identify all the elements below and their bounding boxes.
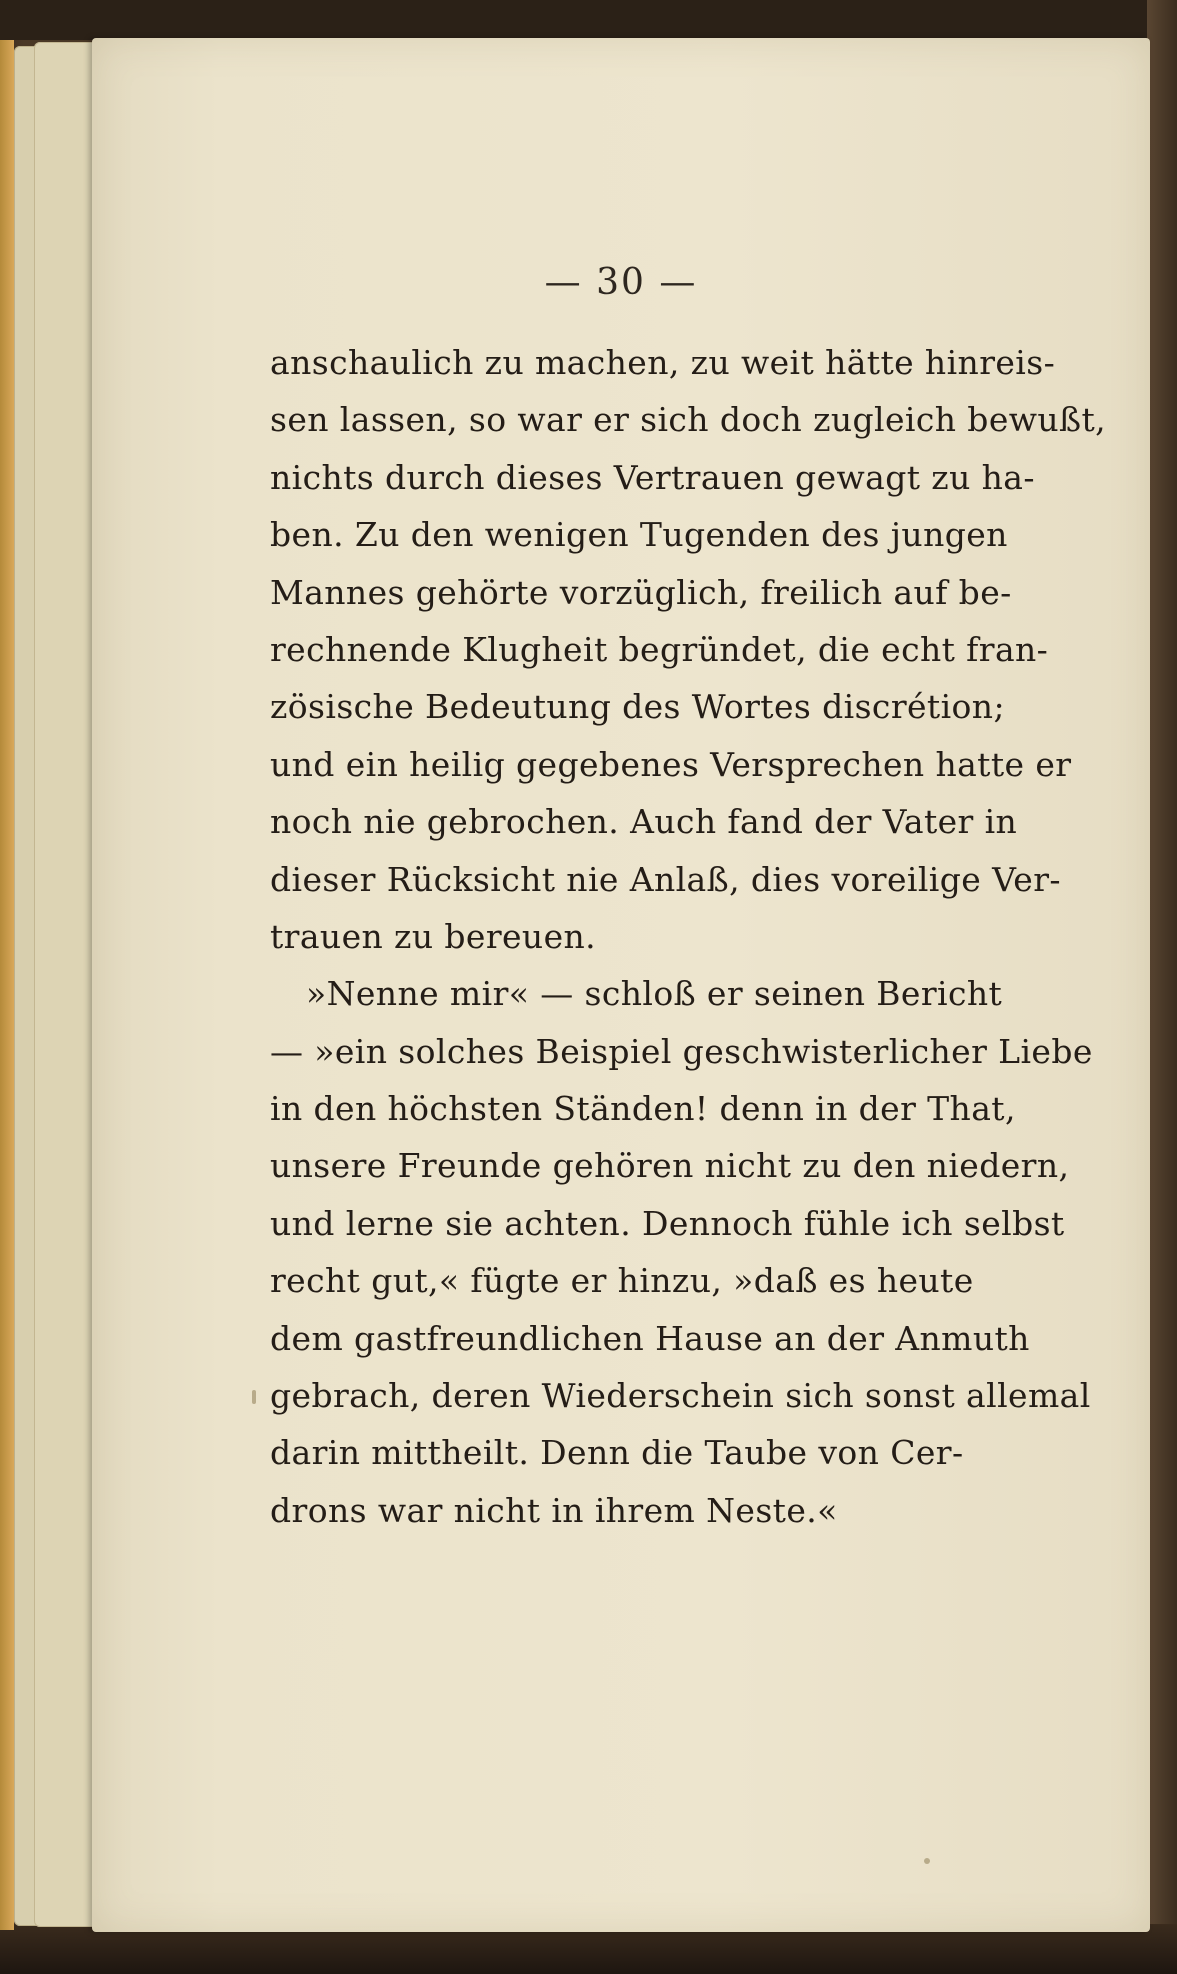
text-line: drons war nicht in ihrem Neste.« xyxy=(270,1490,838,1530)
book-page xyxy=(92,38,1150,1932)
text-line: darin mittheilt. Denn die Taube von Cer- xyxy=(270,1433,964,1473)
text-line: dieser Rücksicht nie Anlaß, dies voreilige Ver- xyxy=(270,859,1061,899)
text-line: noch nie gebrochen. Auch fand der Vater in xyxy=(270,802,1018,842)
text-line: dem gastfreundlichen Hause an der Anmuth xyxy=(270,1318,1030,1358)
text-line: gebrach, deren Wiederschein sich sonst allemal xyxy=(270,1376,1091,1416)
text-line: ben. Zu den wenigen Tugenden des jungen xyxy=(270,515,1008,555)
text-line: und lerne sie achten. Dennoch fühle ich selbst xyxy=(270,1203,1065,1243)
body-text xyxy=(270,334,1150,1539)
text-line: trauen zu bereuen. xyxy=(270,916,597,956)
text-line: »Nenne mir« — schloß er seinen Bericht xyxy=(306,974,1003,1014)
text-line: Mannes gehörte vorzüglich, freilich auf be- xyxy=(270,572,1012,612)
text-line: zösische Bedeutung des Wortes discrétion; xyxy=(270,687,1005,727)
text-line: rechnende Klugheit begründet, die echt fran- xyxy=(270,629,1049,669)
text-line: — »ein solches Beispiel geschwisterlicher Liebe xyxy=(270,1031,1093,1071)
text-line: sen lassen, so war er sich doch zugleich bewußt, xyxy=(270,400,1107,440)
cover-edge-right xyxy=(1147,0,1177,1974)
text-line: unsere Freunde gehören nicht zu den niedern, xyxy=(270,1146,1070,1186)
spine-strip xyxy=(0,40,14,1930)
text-line: anschaulich zu machen, zu weit hätte hinreis- xyxy=(270,343,1056,382)
text-line: recht gut,« fügte er hinzu, »daß es heute xyxy=(270,1261,974,1301)
page-number: — 30 — xyxy=(544,262,698,303)
paper-fleck xyxy=(252,1390,256,1404)
paper-fleck xyxy=(924,1858,930,1864)
text-line: nichts durch dieses Vertrauen gewagt zu ha- xyxy=(270,457,1035,497)
text-line: und ein heilig gegebenes Versprechen hatte er xyxy=(270,744,1072,784)
cover-edge-top xyxy=(0,0,1177,40)
text-line: in den höchsten Ständen! denn in der That, xyxy=(270,1089,1016,1129)
